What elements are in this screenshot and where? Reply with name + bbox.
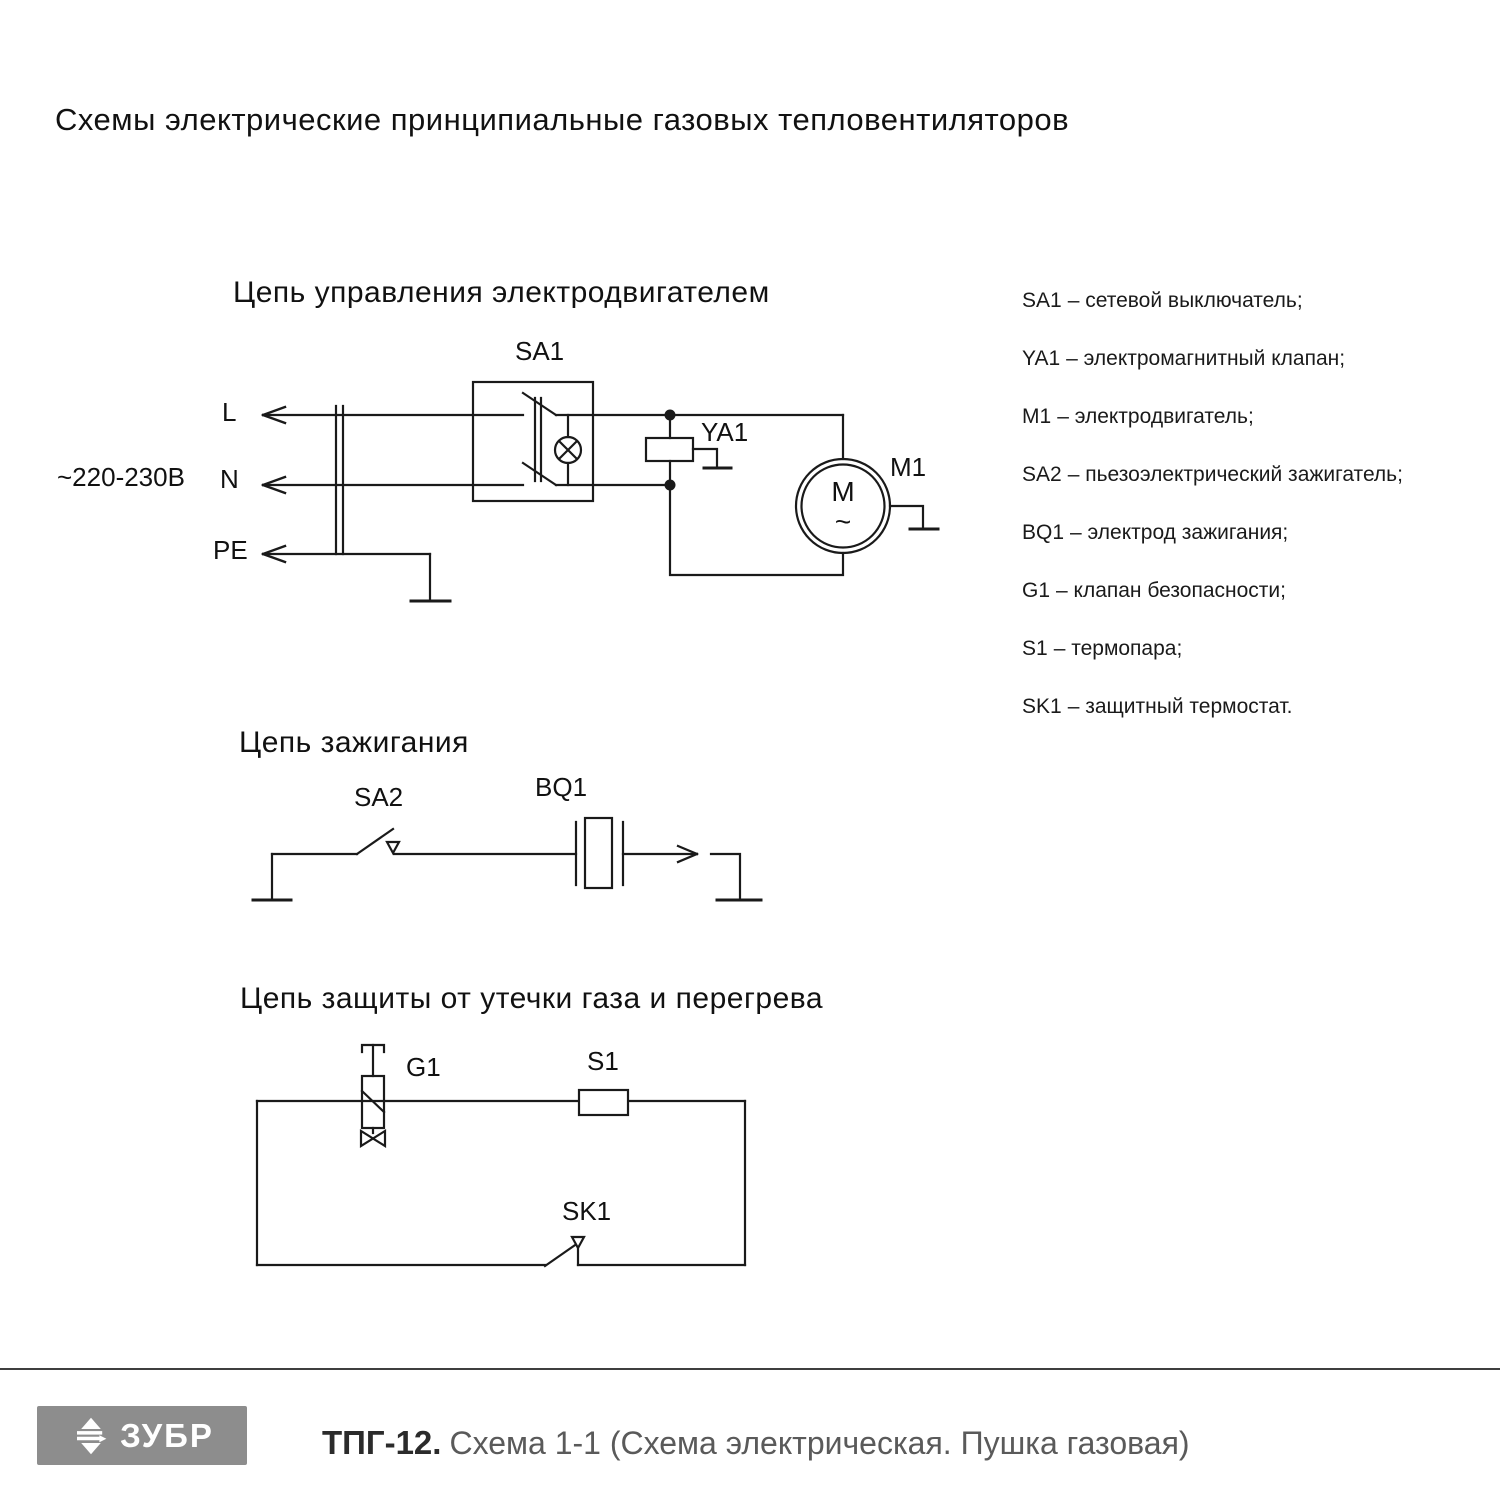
cable-connector-icon [336, 406, 343, 554]
thermostat-symbol [545, 1237, 584, 1266]
thermocouple-s1-label: S1 [587, 1046, 619, 1076]
motor-return-wire [670, 485, 843, 575]
legend [1022, 289, 1403, 753]
motor-m1-label: M1 [890, 452, 927, 482]
legend-item-bq1: BQ1 – электрод зажигания; [1022, 521, 1289, 544]
piezo-switch-symbol [272, 829, 576, 854]
line-n-label: N [220, 464, 239, 494]
scheme-caption: Схема 1-1 (Схема электрическая. Пушка газовая) [449, 1425, 1190, 1461]
safety-valve-symbol [361, 1045, 385, 1146]
motor-ground-icon [890, 506, 938, 529]
motor-ac-symbol: ~ [834, 506, 852, 537]
voltage-label: ~220-230В [57, 462, 185, 492]
power-switch-symbol [473, 382, 843, 501]
legend-item-sk1: SK1 – защитный термостат. [1022, 695, 1293, 718]
switch-sa1-label: SA1 [515, 336, 565, 366]
motor-letter: M [831, 476, 855, 507]
ignition-circuit-title: Цепь зажигания [239, 726, 469, 759]
protection-loop-wires [257, 1101, 745, 1265]
legend-item-sa1: SA1 – сетевой выключатель; [1022, 289, 1303, 312]
legend-item-sa2: SA2 – пьезоэлектрический зажигатель; [1022, 463, 1403, 486]
page-title: Схемы электрические принципиальные газовых тепловентиляторов [55, 102, 1070, 137]
switch-sa2-label: SA2 [354, 782, 404, 812]
supply-wires [263, 415, 523, 554]
legend-item-s1: S1 – термопара; [1022, 637, 1183, 660]
zubr-logo-icon [70, 1415, 112, 1457]
valve-ya1-label: YA1 [701, 417, 749, 447]
pe-ground-icon [411, 554, 450, 601]
model-label: ТПГ-12. [322, 1424, 442, 1461]
legend-item-g1: G1 – клапан безопасности; [1022, 579, 1286, 602]
thermostat-sk1-label: SK1 [562, 1196, 612, 1226]
switch-lamp-icon [555, 415, 581, 485]
zubr-logo [37, 1406, 247, 1465]
protection-circuit-title: Цепь защиты от утечки газа и перегрева [240, 982, 824, 1015]
electrode-symbol [576, 818, 623, 888]
valve-g1-label: G1 [406, 1052, 441, 1082]
footer-divider [0, 1368, 1500, 1370]
ignition-left-ground-icon [253, 854, 291, 900]
line-pe-label: PE [213, 535, 248, 565]
spark-arrow-icon [623, 846, 697, 862]
ignition-right-ground-icon [711, 854, 761, 900]
footer-caption [322, 1424, 1190, 1462]
motor-circuit-title: Цепь управления электродвигателем [233, 276, 770, 309]
electrode-bq1-label: BQ1 [535, 772, 588, 802]
legend-item-ya1: YA1 – электромагнитный клапан; [1022, 347, 1346, 370]
line-l-label: L [222, 397, 237, 427]
zubr-logo-text: ЗУБР [120, 1416, 214, 1454]
legend-item-m1: M1 – электродвигатель; [1022, 405, 1254, 428]
thermocouple-symbol [579, 1090, 628, 1115]
